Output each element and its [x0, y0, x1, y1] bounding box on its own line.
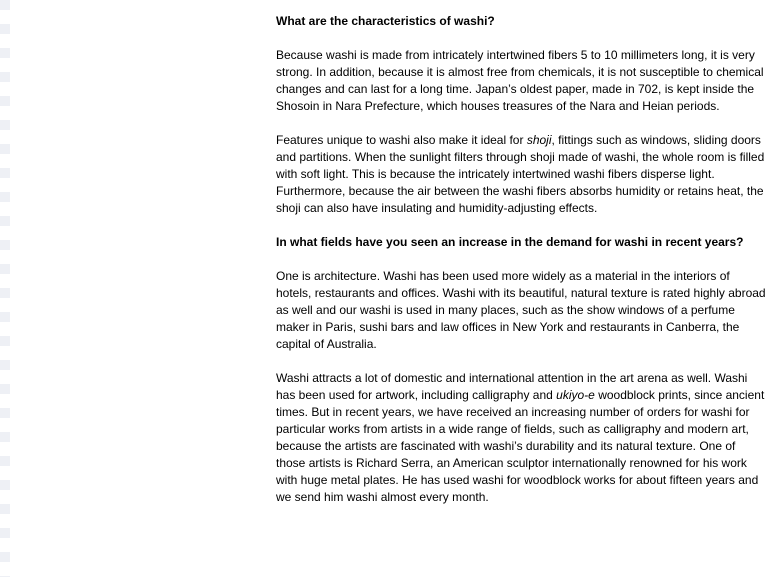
paragraph-shoji-text-end: , fittings such as windows, sliding doors and partitions. When the sunlight filters through shoji made of washi, the whole room is filled with soft light. This is because the intricately intertwined washi fibers disperse light. Furthermore, because the air between the washi fibers absorbs humidity or retains heat, the shoji can also have insulating and humidity-adjusting effects.: [276, 133, 765, 215]
question-heading-demand: In what fields have you seen an increase in the demand for washi in recent years?: [276, 235, 744, 249]
article-body: [276, 13, 766, 506]
question-heading-characteristics: What are the characteristics of washi?: [276, 14, 495, 28]
paragraph-art-text-end: woodblock prints, since ancient times. But in recent years, we have received an increasing number of orders for washi for particular works from artists in a wide range of fields, such as calligraphy and modern art, because the artists are fascinated with washi’s durability and its natural texture. One of those artists is Richard Serra, an American sculptor internationally renowned for his work with huge metal plates. He has used washi for woodblock works for about fifteen years and we send him washi almost every month.: [276, 388, 765, 504]
paragraph-shoji: [276, 132, 766, 217]
paragraph-shoji-text-start: Features unique to washi also make it ideal for: [276, 133, 527, 147]
paragraph-art-text-start: Washi attracts a lot of domestic and international attention in the art arena as well. Washi has been used for artwork, including calligraphy and: [276, 371, 748, 402]
paragraph-architecture: One is architecture. Washi has been used more widely as a material in the interiors of hotels, restaurants and offices. Washi with its beautiful, natural texture is rated highly abroad as well and our washi is used in many places, such as the show windows of a perfume maker in Paris, sushi bars and law offices in New York and restaurants in Canberra, the capital of Australia.: [276, 269, 766, 351]
shoji-term: shoji: [526, 133, 552, 147]
ukiyo-e-term: ukiyo-e: [556, 388, 595, 402]
left-decorative-border: [0, 0, 10, 577]
paragraph-art: [276, 370, 766, 506]
paragraph-strength: Because washi is made from intricately intertwined fibers 5 to 10 millimeters long, it is very strong. In addition, because it is almost free from chemicals, it is not susceptible to chemical changes and can last for a long time. Japan’s oldest paper, made in 702, is kept inside the Shosoin in Nara Prefecture, which houses treasures of the Nara and Heian periods.: [276, 48, 764, 113]
